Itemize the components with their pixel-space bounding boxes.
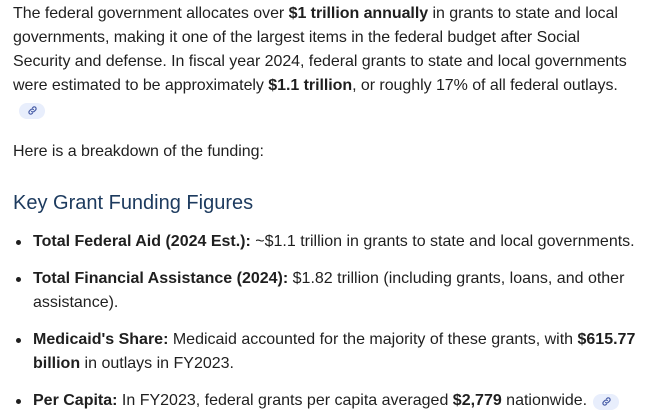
item-bold-value: $615.77 billion xyxy=(33,331,636,372)
item-text-end: nationwide. xyxy=(501,392,588,409)
item-bold-value: $2,779 xyxy=(452,392,502,409)
breakdown-text: Here is a breakdown of the funding: xyxy=(13,143,264,160)
list-item-total-federal-aid xyxy=(13,230,640,254)
item-label: Total Financial Assistance (2024): xyxy=(33,270,289,287)
link-icon xyxy=(27,105,38,116)
item-label: Per Capita: xyxy=(33,392,118,409)
section-heading: Key Grant Funding Figures xyxy=(13,192,254,214)
item-text-end: in outlays in FY2023. xyxy=(80,355,234,372)
item-text: ~$1.1 trillion in grants to state and local governments. xyxy=(250,233,635,250)
link-icon xyxy=(601,396,612,407)
source-citation-button[interactable] xyxy=(19,103,45,119)
list-item-per-capita xyxy=(13,389,640,413)
intro-bold-1: $1 trillion annually xyxy=(288,5,429,22)
item-label: Medicaid's Share: xyxy=(33,331,169,348)
item-label: Total Federal Aid (2024 Est.): xyxy=(33,233,251,250)
funding-list xyxy=(13,230,640,413)
item-text: In FY2023, federal grants per capita averaged xyxy=(117,392,453,409)
intro-bold-2: $1.1 trillion xyxy=(268,77,353,94)
intro-text-3: , or roughly 17% of all federal outlays. xyxy=(352,77,618,94)
bullet xyxy=(16,277,21,282)
bullet xyxy=(16,240,21,245)
bullet xyxy=(16,338,21,343)
intro-text-2: in grants to state and local governments, making it one of the largest items in the federal budget after Social Security and defense. In fiscal year 2024, federal grants to state and local governments were estimated to be approximately xyxy=(13,5,627,94)
intro-text-1: The federal government allocates over xyxy=(13,5,289,22)
intro-paragraph xyxy=(13,2,640,122)
bullet xyxy=(16,399,21,404)
item-text: $1.82 trillion (including grants, loans, and other assistance). xyxy=(33,270,625,311)
source-citation-button[interactable] xyxy=(593,394,619,410)
list-item-medicaid-share xyxy=(13,328,640,376)
list-item-total-financial-assistance xyxy=(13,267,640,315)
item-text: Medicaid accounted for the majority of these grants, with xyxy=(168,331,578,348)
